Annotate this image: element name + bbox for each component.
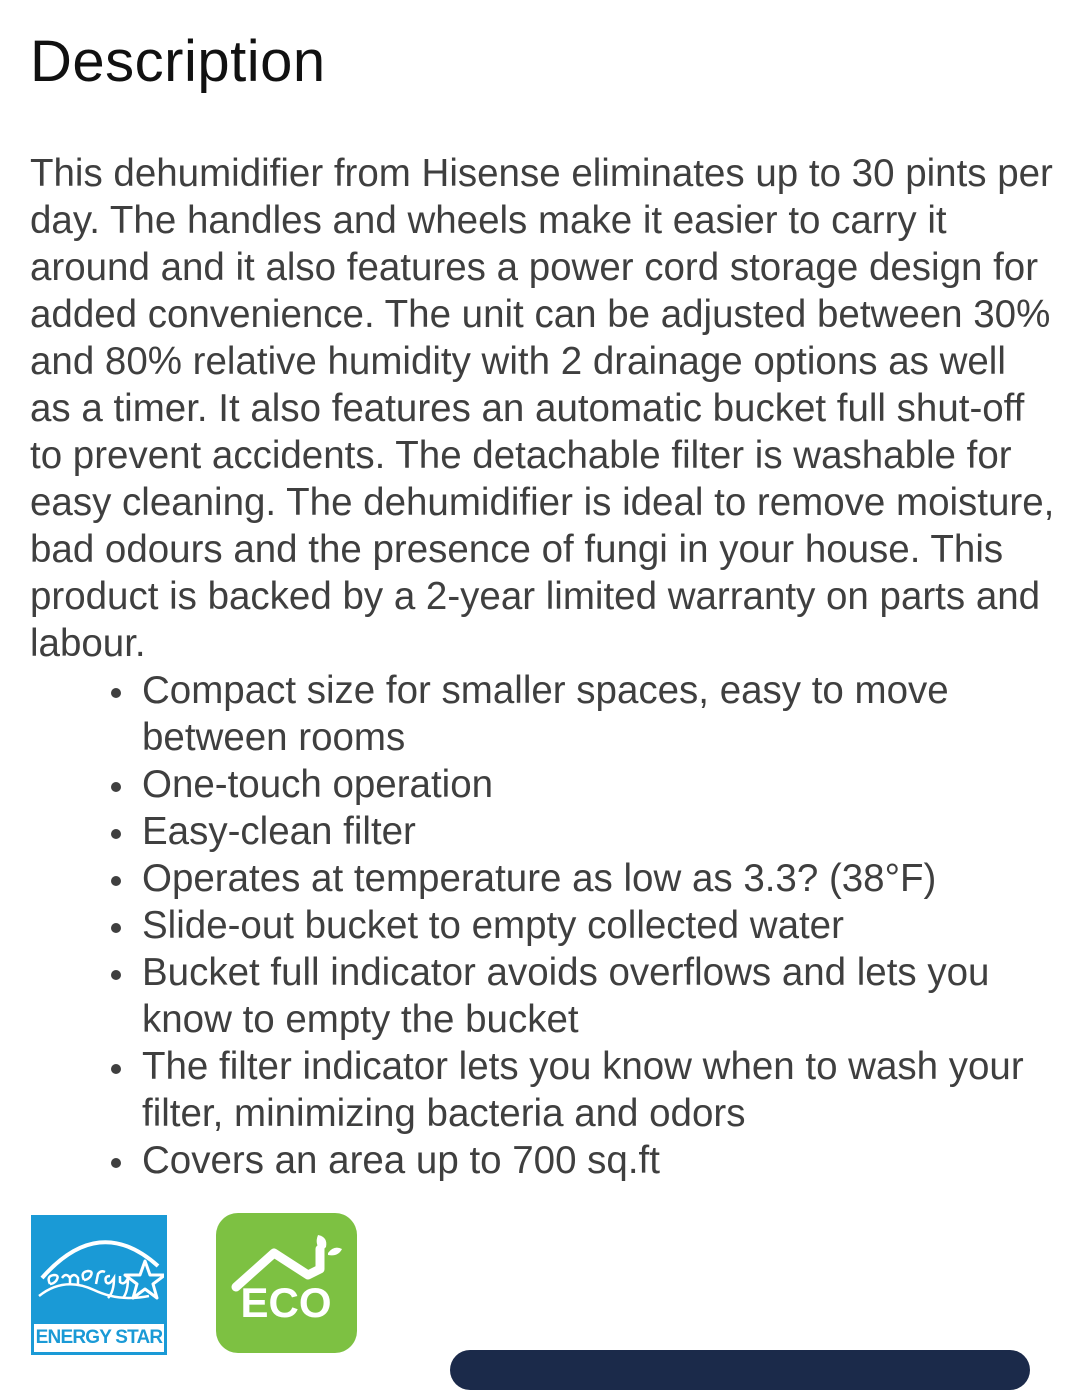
feature-item: Covers an area up to 700 sq.ft (142, 1137, 1060, 1184)
feature-item: Bucket full indicator avoids overflows and lets you know to empty the bucket (142, 949, 1060, 1043)
eco-label: ECO (240, 1279, 332, 1326)
energy-star-badge (31, 1215, 167, 1355)
energy-star-label: ENERGY STAR (34, 1324, 164, 1352)
description-heading: Description (30, 29, 326, 94)
feature-item: The filter indicator lets you know when to wash your filter, minimizing bacteria and odors (142, 1043, 1060, 1137)
feature-item: One-touch operation (142, 761, 1060, 808)
bottom-action-bar[interactable] (450, 1350, 1030, 1390)
description-text: This dehumidifier from Hisense eliminates up to 30 pints per day. The handles and wheels make it easier to carry it around and it also features a power cord storage design for added convenience. The unit can be adjusted between 30% and 80% relative humidity with 2 drainage options as well as a timer. It also features an automatic bucket full shut-off to prevent accidents. The detachable filter is washable for easy cleaning. The dehumidifier is ideal to remove moisture, bad odours and the presence of fungi in your house. This product is backed by a 2-year limited warranty on parts and labour. (30, 152, 1055, 665)
energy-star-logo-icon (34, 1218, 164, 1323)
feature-item: Easy-clean filter (142, 808, 1060, 855)
feature-item: Operates at temperature as low as 3.3? (38°F) (142, 855, 1060, 902)
feature-item: Slide-out bucket to empty collected water (142, 902, 1060, 949)
feature-list (30, 667, 1060, 1184)
feature-item: Compact size for smaller spaces, easy to move between rooms (142, 667, 1060, 761)
eco-house-icon (216, 1213, 357, 1353)
eco-badge (216, 1213, 357, 1353)
